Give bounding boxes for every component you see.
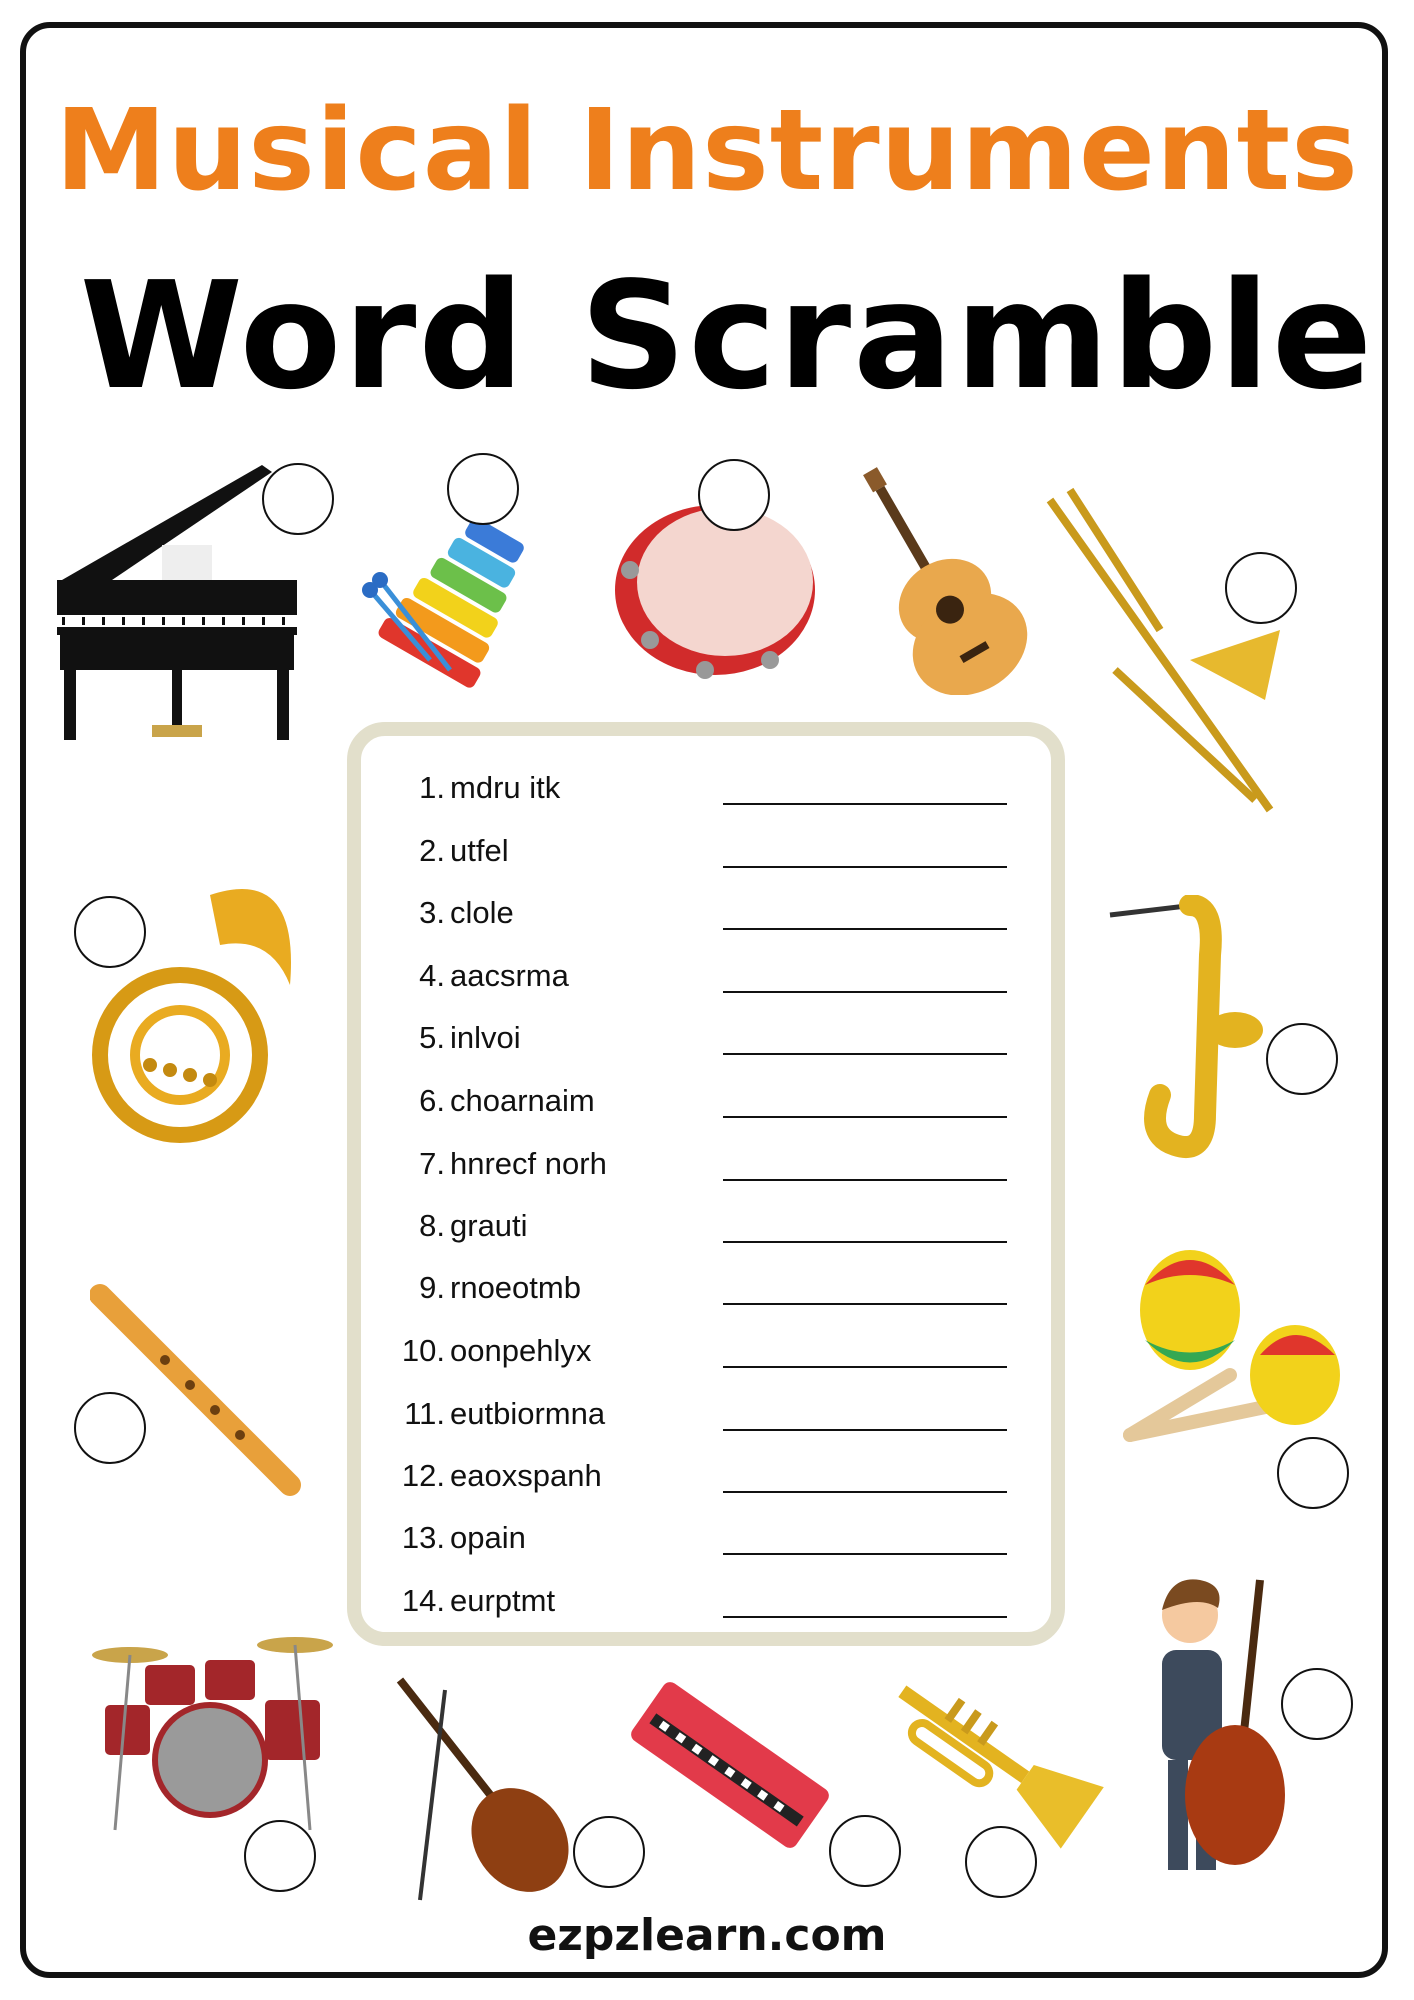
answer-line[interactable] bbox=[723, 1053, 1007, 1055]
answer-line[interactable] bbox=[723, 866, 1007, 868]
word-list-panel bbox=[347, 722, 1065, 1646]
answer-line[interactable] bbox=[723, 1429, 1007, 1431]
site-footer: ezpzlearn.com bbox=[527, 1910, 887, 1961]
answer-line[interactable] bbox=[723, 1616, 1007, 1618]
word-row: 5. inlvoi bbox=[361, 1020, 1051, 1060]
saxophone-icon bbox=[1105, 895, 1275, 1165]
word-row: 8. grauti bbox=[361, 1208, 1051, 1248]
answer-line[interactable] bbox=[723, 1553, 1007, 1555]
answer-line[interactable] bbox=[723, 803, 1007, 805]
word-row: 9. rnoeotmb bbox=[361, 1270, 1051, 1310]
word-row: 2. utfel bbox=[361, 833, 1051, 873]
word-row: 12. eaoxspanh bbox=[361, 1458, 1051, 1498]
drum-kit-icon bbox=[85, 1620, 345, 1850]
trombone-icon bbox=[1040, 480, 1300, 820]
answer-circle-xylophone[interactable] bbox=[447, 453, 519, 525]
answer-line[interactable] bbox=[723, 991, 1007, 993]
answer-line[interactable] bbox=[723, 1116, 1007, 1118]
word-row: 3. clole bbox=[361, 895, 1051, 935]
answer-line[interactable] bbox=[723, 1303, 1007, 1305]
violin-icon bbox=[390, 1670, 580, 1910]
answer-line[interactable] bbox=[723, 1491, 1007, 1493]
word-row: 1. mdru itk bbox=[361, 770, 1051, 810]
word-row: 11. eutbiormna bbox=[361, 1396, 1051, 1436]
answer-circle-cello[interactable] bbox=[1281, 1668, 1353, 1740]
answer-circle-french-horn[interactable] bbox=[74, 896, 146, 968]
word-row: 6. choarnaim bbox=[361, 1083, 1051, 1123]
worksheet-title: Musical Instruments bbox=[55, 86, 1359, 216]
answer-circle-saxophone[interactable] bbox=[1266, 1023, 1338, 1095]
answer-circle-trombone[interactable] bbox=[1225, 552, 1297, 624]
answer-circle-flute[interactable] bbox=[74, 1392, 146, 1464]
answer-circle-maracas[interactable] bbox=[1277, 1437, 1349, 1509]
answer-line[interactable] bbox=[723, 1241, 1007, 1243]
recorder-flute-icon bbox=[90, 1280, 310, 1500]
cello-player-icon bbox=[1140, 1570, 1300, 1890]
answer-circle-drums[interactable] bbox=[244, 1820, 316, 1892]
word-row: 14. eurptmt bbox=[361, 1583, 1051, 1623]
answer-circle-tambourine[interactable] bbox=[698, 459, 770, 531]
xylophone-icon bbox=[360, 510, 560, 695]
answer-circle-violin[interactable] bbox=[573, 1816, 645, 1888]
answer-circle-harmonica[interactable] bbox=[829, 1815, 901, 1887]
acoustic-guitar-icon bbox=[830, 455, 1030, 695]
worksheet-subtitle: Word Scramble bbox=[79, 250, 1375, 422]
answer-circle-piano[interactable] bbox=[262, 463, 334, 535]
word-row: 4. aacsrma bbox=[361, 958, 1051, 998]
answer-line[interactable] bbox=[723, 1366, 1007, 1368]
answer-line[interactable] bbox=[723, 1179, 1007, 1181]
harmonica-icon bbox=[620, 1670, 840, 1860]
answer-line[interactable] bbox=[723, 928, 1007, 930]
answer-circle-trumpet[interactable] bbox=[965, 1826, 1037, 1898]
word-row: 7. hnrecf norh bbox=[361, 1146, 1051, 1186]
word-row: 10. oonpehlyx bbox=[361, 1333, 1051, 1373]
word-row: 13. opain bbox=[361, 1520, 1051, 1560]
